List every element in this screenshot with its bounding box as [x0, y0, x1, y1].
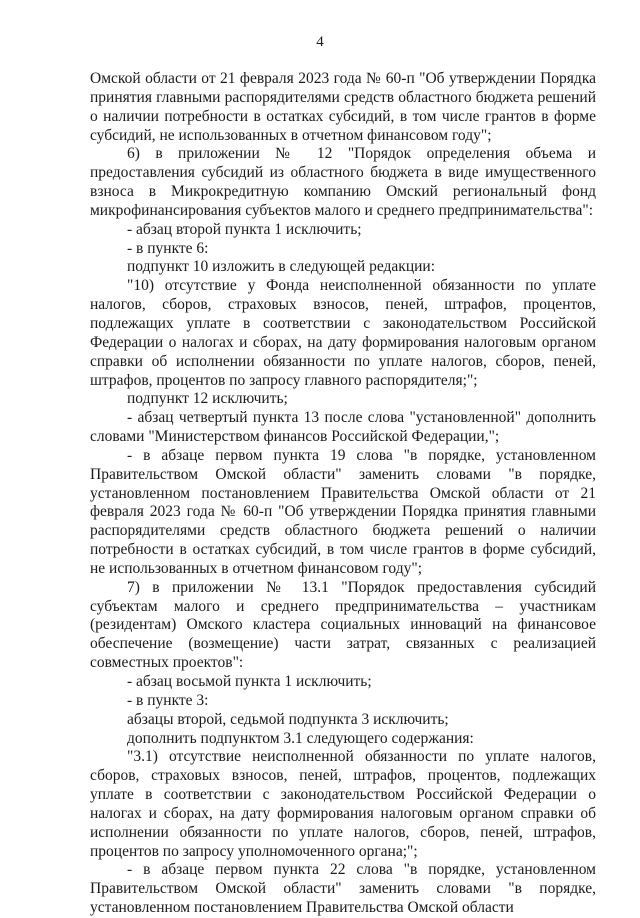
paragraph-15: "3.1) отсутствие неисполненной обязанности по уплате налогов, сборов, страховых взносов, пеней, штрафов, процентов, подлежащих уплате в соответствии с законодательством Российской Федерации о налогах и сборах, на дату формирования налоговым органом справки об исполнении обязанности по уплате налогов, сборов, пеней, штрафов, процентов по запросу уполномоченного органа;"; — [90, 748, 596, 860]
paragraph-13: абзацы второй, седьмой подпункта 3 исключить; — [127, 710, 449, 728]
paragraph-11: - абзац восьмой пункта 1 исключить; — [127, 673, 372, 690]
page-number: 4 — [316, 34, 324, 50]
paragraph-2: 6) в приложении № 12 "Порядок определения объема и предоставления субсидий из областного бюджета в виде имущественного взноса в Микрокредитную компанию Омский региональный фонд микрофинансирования субъектов малого и среднего предпринимательства": — [90, 145, 596, 219]
paragraph-1: Омской области от 21 февраля 2023 года № 60-п "Об утверждении Порядка принятия главными распорядителями средств областного бюджета решений о наличии потребности в остатках субсидий, в том числе грантов в форме субсидий, не использованных в отчетном финансовом году"; — [90, 70, 596, 144]
paragraph-16: - в абзаце первом пункта 22 слова "в порядке, установленном Правительством Омской области" заменить словами "в порядке, установленном постановлением Правительства Омской области — [90, 861, 596, 917]
paragraph-3: - абзац второй пункта 1 исключить; — [127, 220, 362, 238]
paragraph-9: - в абзаце первом пункта 19 слова "в порядке, установленном Правительством Омской области" заменить словами "в порядке, установленном постановлением Правительства Омской области от 21 февраля 2023 года № 60-п "Об утверждении Порядка принятия главными распорядителями средств областного бюджета решений о наличии потребности в остатках субсидий, в том числе грантов в форме субсидий, не использованных в отчетном финансовом году"; — [90, 446, 596, 577]
document-body — [90, 70, 596, 918]
paragraph-4: - в пункте 6: — [127, 239, 209, 257]
paragraph-14: дополнить подпунктом 3.1 следующего содержания: — [127, 729, 474, 747]
paragraph-10: 7) в приложении № 13.1 "Порядок предоставления субсидий субъектам малого и среднего предпринимательства – участникам (резидентам) Омского кластера социальных инноваций на финансовое обеспечение (возмещение) части затрат, связанных с реализацией совместных проектов": — [90, 578, 596, 672]
paragraph-7: подпункт 12 исключить; — [127, 390, 288, 408]
paragraph-8: - абзац четвертый пункта 13 после слова "установленной" дополнить словами "Министерством финансов Российской Федерации,"; — [90, 409, 596, 446]
paragraph-6: "10) отсутствие у Фонда неисполненной обязанности по уплате налогов, сборов, страховых взносов, пеней, штрафов, процентов, подлежащих уплате в соответствии с законодательством Российской Федерации о налогах и сборах, на дату формирования налоговым органом справки об исполнении обязанности по уплате налогов, сборов, пеней, штрафов, процентов по запросу главного распорядителя;"; — [90, 277, 596, 389]
paragraph-5: подпункт 10 изложить в следующей редакции: — [127, 258, 436, 276]
paragraph-12: - в пункте 3: — [127, 691, 209, 709]
